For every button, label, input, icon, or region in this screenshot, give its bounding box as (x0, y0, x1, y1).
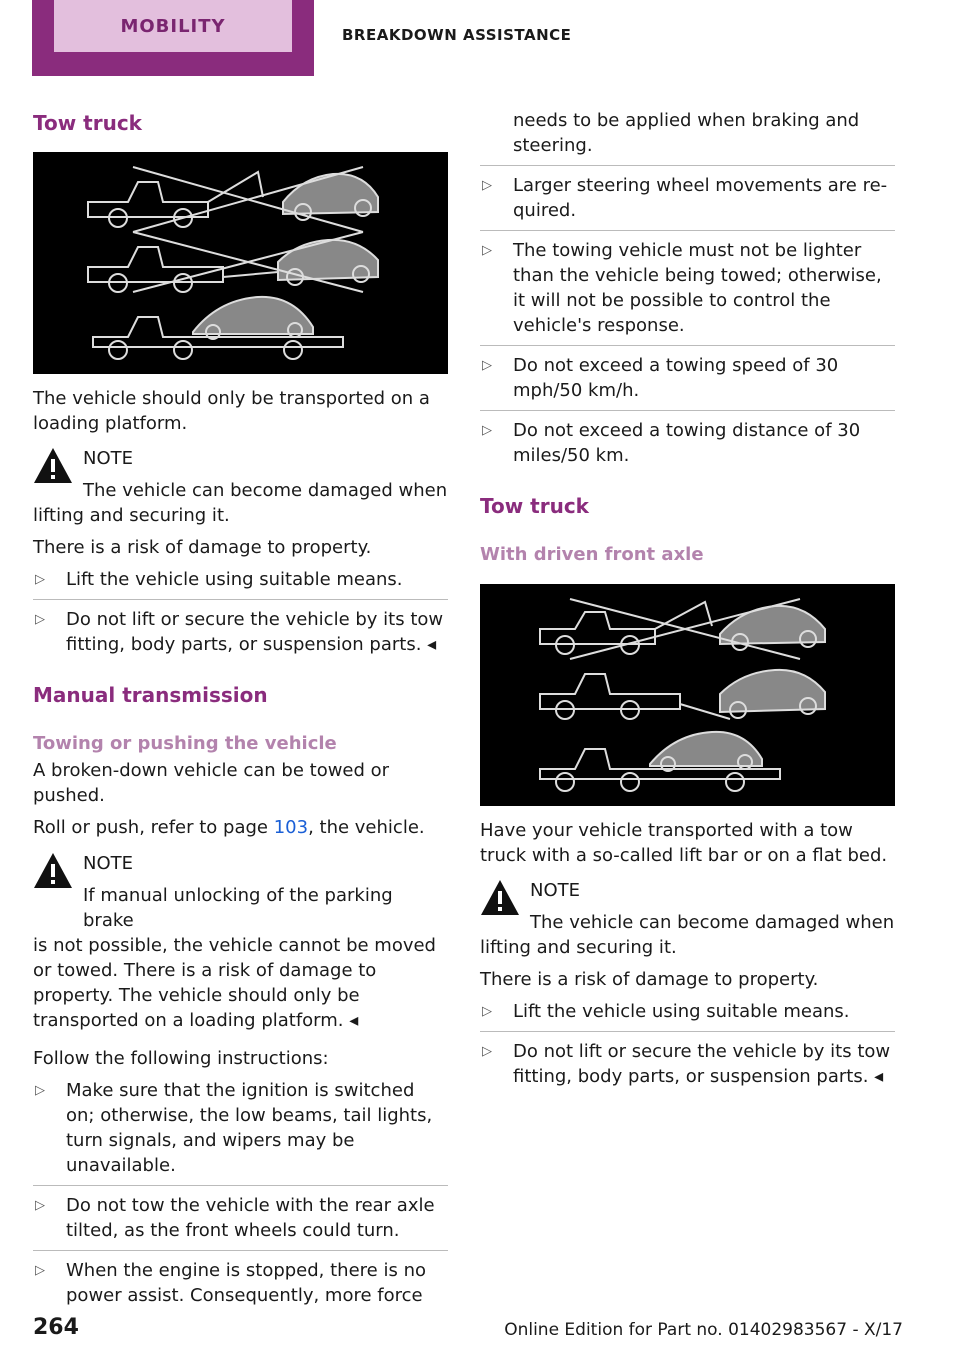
continued-list (480, 108, 895, 475)
list-item-text: Do not exceed a towing distance of 30 miles/50 km. (513, 420, 861, 466)
right-column (480, 108, 895, 1096)
list-item (480, 353, 895, 411)
bullet-triangle-icon: ▷ (482, 1044, 492, 1059)
tow-push-text: A broken-down vehicle can be towed or pushed. (33, 760, 390, 806)
list-item-text: Lift the vehicle using suitable means. (513, 1001, 850, 1022)
list-item (480, 238, 895, 346)
list-item (33, 1193, 448, 1251)
note-line: lifting and securing it. (33, 505, 230, 526)
roll-prefix: Roll or push, refer to page (33, 817, 274, 838)
bullet-triangle-icon: ▷ (482, 1004, 492, 1019)
left-column (33, 108, 448, 1315)
list-item-text: Larger steering wheel movements are required. (513, 175, 888, 221)
note-text: is not possible, the vehicle cannot be moved or towed. There is a risk of damage to property. The vehicle should only be transported on a loading platform. ◂ (33, 935, 436, 1031)
warning-icon (33, 446, 73, 486)
list-item-text: Do not lift or secure the vehicle by its tow fitting, body parts, or suspension parts. ◂ (513, 1041, 891, 1087)
note-line: If manual unlocking of the parking brake (83, 885, 393, 931)
list-item (33, 1078, 448, 1186)
bullet-triangle-icon: ▷ (35, 1083, 45, 1098)
tow-truck-front-axle-illustration (480, 584, 895, 806)
bullet-triangle-icon: ▷ (35, 1263, 45, 1278)
fig-caption: Have your vehicle transported with a tow truck with a so-called lift bar or on a flat bed. (480, 820, 888, 866)
subheading-towing-pushing: Towing or pushing the vehicle (33, 733, 337, 754)
list-item-text: Lift the vehicle using suitable means. (66, 569, 403, 590)
note-line: The vehicle can become damaged when (83, 480, 448, 501)
list-item (480, 173, 895, 231)
header-bar (0, 0, 960, 76)
instruction-list (33, 1078, 448, 1315)
list-item (33, 1258, 448, 1315)
tow-truck-figure (33, 152, 448, 374)
chapter-tab (32, 0, 314, 76)
list-item (480, 1039, 895, 1096)
tow-truck-front-axle-figure (480, 584, 895, 806)
list-item-text: When the engine is stopped, there is no power assist. Consequently, more force (66, 1260, 426, 1306)
list-item-text: needs to be applied when braking and steering. (513, 110, 860, 156)
note-line: lifting and securing it. (480, 937, 677, 958)
note-title: NOTE (530, 880, 581, 901)
list-item-text: Do not exceed a towing speed of 30 mph/50 km/h. (513, 355, 839, 401)
list-item (33, 567, 448, 600)
fig-caption: The vehicle should only be transported on a loading platform. (33, 388, 430, 434)
note-risk: There is a risk of damage to property. (33, 537, 372, 558)
bullet-triangle-icon: ▷ (482, 178, 492, 193)
roll-push-text (33, 815, 448, 840)
edition-footer: Online Edition for Part no. 01402983567 - X/17 (504, 1320, 903, 1340)
bullet-triangle-icon: ▷ (482, 423, 492, 438)
note-list (33, 567, 448, 664)
list-item-text: Do not tow the vehicle with the rear axle tilted, as the front wheels could turn. (66, 1195, 435, 1241)
heading-tow-truck: Tow truck (33, 111, 142, 135)
list-item (480, 418, 895, 475)
list-item (480, 999, 895, 1032)
list-item-text: Make sure that the ignition is switched on; otherwise, the low beams, tail lights, turn signals, and wipers may be unavailable. (66, 1080, 433, 1176)
bullet-triangle-icon: ▷ (35, 1198, 45, 1213)
note-title: NOTE (83, 853, 134, 874)
bullet-triangle-icon: ▷ (482, 243, 492, 258)
heading-manual-transmission: Manual transmission (33, 683, 268, 707)
bullet-triangle-icon: ▷ (482, 358, 492, 373)
bullet-triangle-icon: ▷ (35, 612, 45, 627)
subheading-front-axle: With driven front axle (480, 544, 704, 565)
bullet-triangle-icon: ▷ (35, 572, 45, 587)
roll-suffix: , the vehicle. (308, 817, 425, 838)
chapter-tab-label: MOBILITY (54, 0, 292, 52)
list-item (33, 607, 448, 664)
note-block-3 (480, 878, 895, 960)
list-item-text: Do not lift or secure the vehicle by its tow fitting, body parts, or suspension parts. ◂ (66, 609, 444, 655)
note-line: The vehicle can become damaged when (530, 912, 895, 933)
note-title: NOTE (83, 448, 134, 469)
list-item (480, 108, 895, 166)
warning-icon (480, 878, 520, 918)
note-risk: There is a risk of damage to property. (480, 969, 819, 990)
page-number: 264 (33, 1315, 79, 1340)
warning-icon (33, 851, 73, 891)
tow-truck-illustration (33, 152, 448, 374)
note-block-1 (33, 446, 448, 528)
note-list (480, 999, 895, 1096)
list-item-text: The towing vehicle must not be lighter than the vehicle being towed; otherwise, it will not be possible to control the vehicle's response. (513, 240, 882, 336)
page-link[interactable]: 103 (273, 817, 309, 838)
follow-text: Follow the following instructions: (33, 1048, 329, 1069)
note-block-2 (33, 851, 448, 1033)
heading-tow-truck-2: Tow truck (480, 494, 589, 518)
section-title: BREAKDOWN ASSISTANCE (342, 26, 572, 44)
